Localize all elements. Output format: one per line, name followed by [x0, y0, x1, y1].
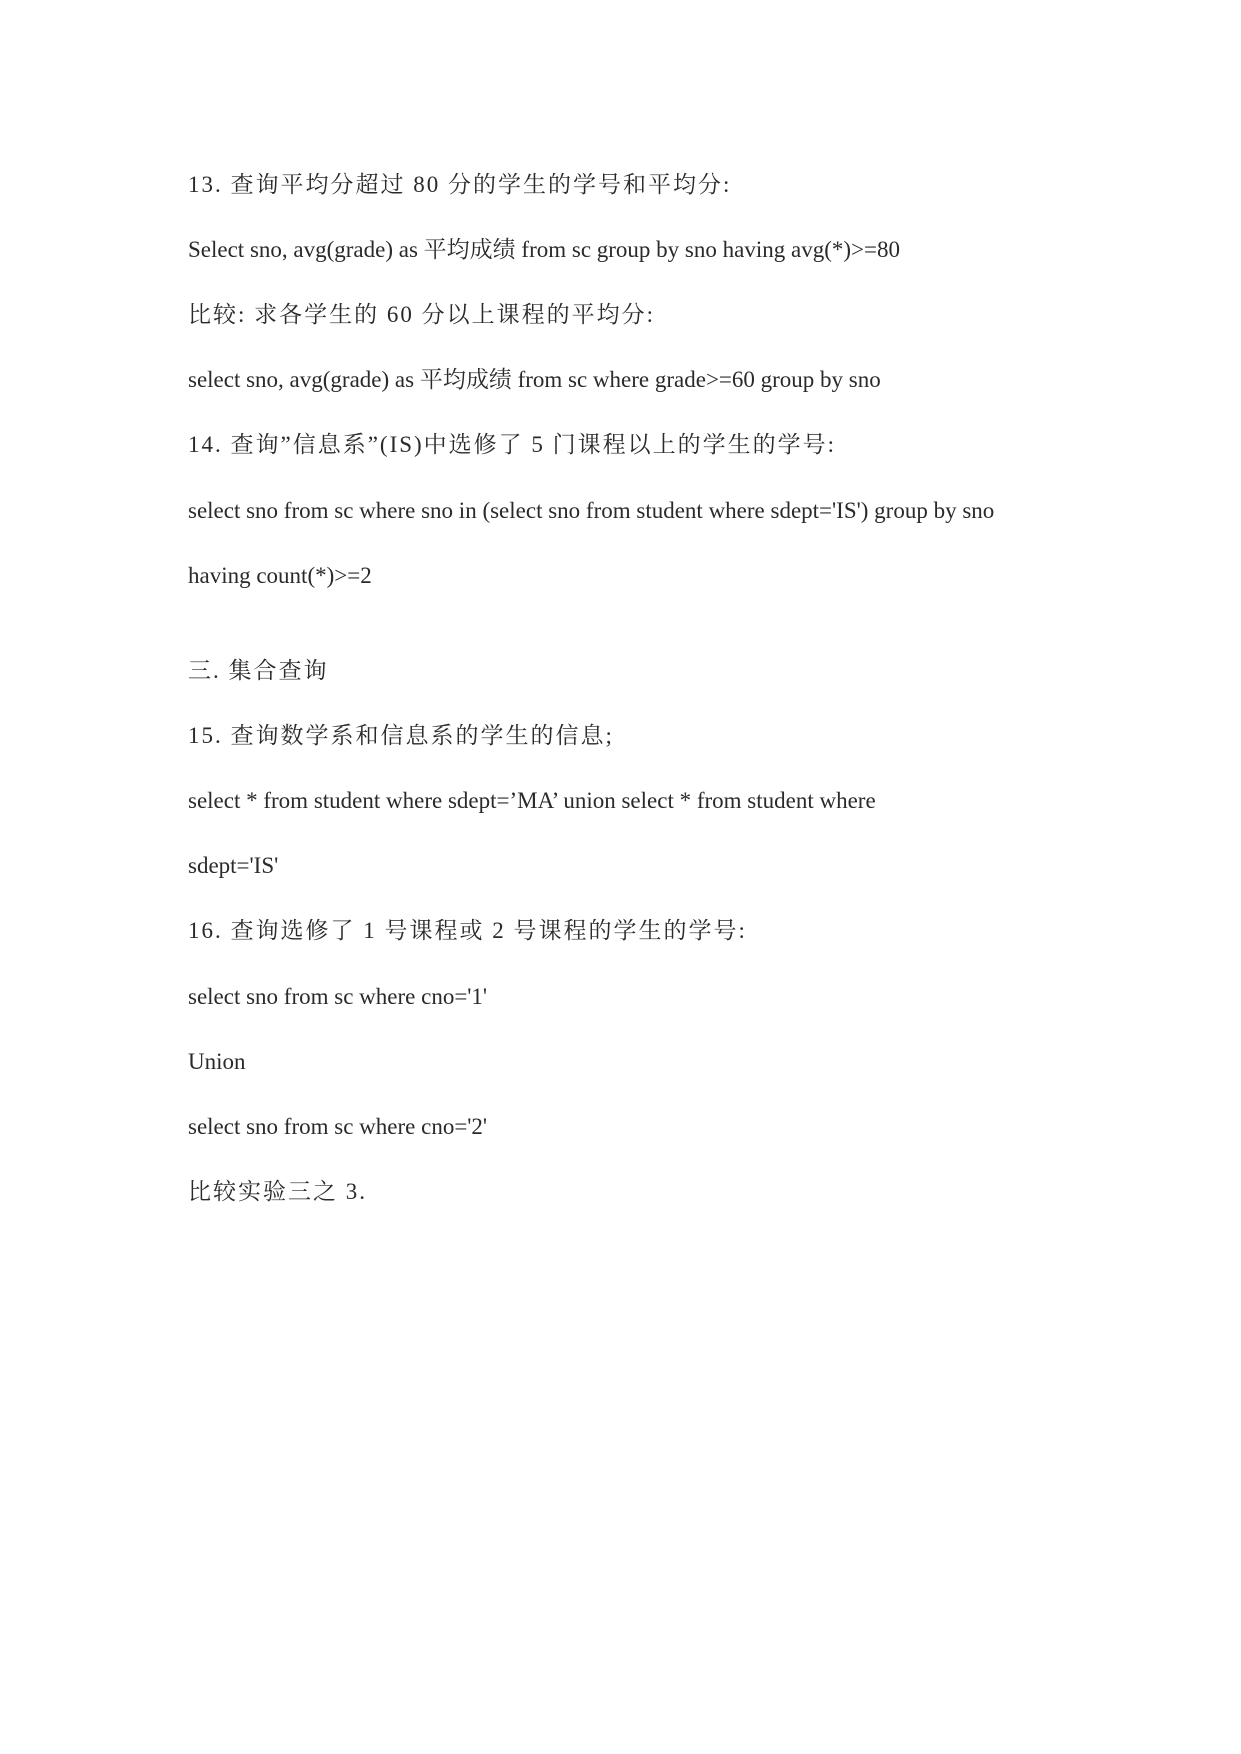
comparison-sql: select sno, avg(grade) as 平均成绩 from sc where grade>=60 group by sno [188, 367, 881, 392]
question-16-heading: 16. 查询选修了 1 号课程或 2 号课程的学生的学号: [188, 918, 747, 943]
question-16-sql-line-2: select sno from sc where cno='2' [188, 1114, 488, 1139]
question-14-sql-line-1: select sno from sc where sno in (select sno from student where sdept='IS') group by sno [188, 498, 995, 523]
question-16-sql-line-1: select sno from sc where cno='1' [188, 984, 488, 1009]
comparison-heading: 比较: 求各学生的 60 分以上课程的平均分: [188, 302, 656, 327]
question-15-sql-line-1: select * from student where sdept=’MA’ union select * from student where [188, 788, 876, 813]
comparison-note: 比较实验三之 3. [188, 1179, 367, 1204]
question-16-union: Union [188, 1049, 246, 1074]
section-3-heading: 三. 集合查询 [188, 658, 329, 683]
question-14-heading: 14. 查询”信息系”(IS)中选修了 5 门课程以上的学生的学号: [188, 432, 837, 457]
question-14-sql-line-2: having count(*)>=2 [188, 563, 372, 588]
question-15-heading: 15. 查询数学系和信息系的学生的信息; [188, 723, 614, 748]
question-15-sql-line-2: sdept='IS' [188, 853, 279, 878]
question-13-sql: Select sno, avg(grade) as 平均成绩 from sc group by sno having avg(*)>=80 [188, 237, 900, 262]
question-13-heading: 13. 查询平均分超过 80 分的学生的学号和平均分: [188, 172, 732, 197]
